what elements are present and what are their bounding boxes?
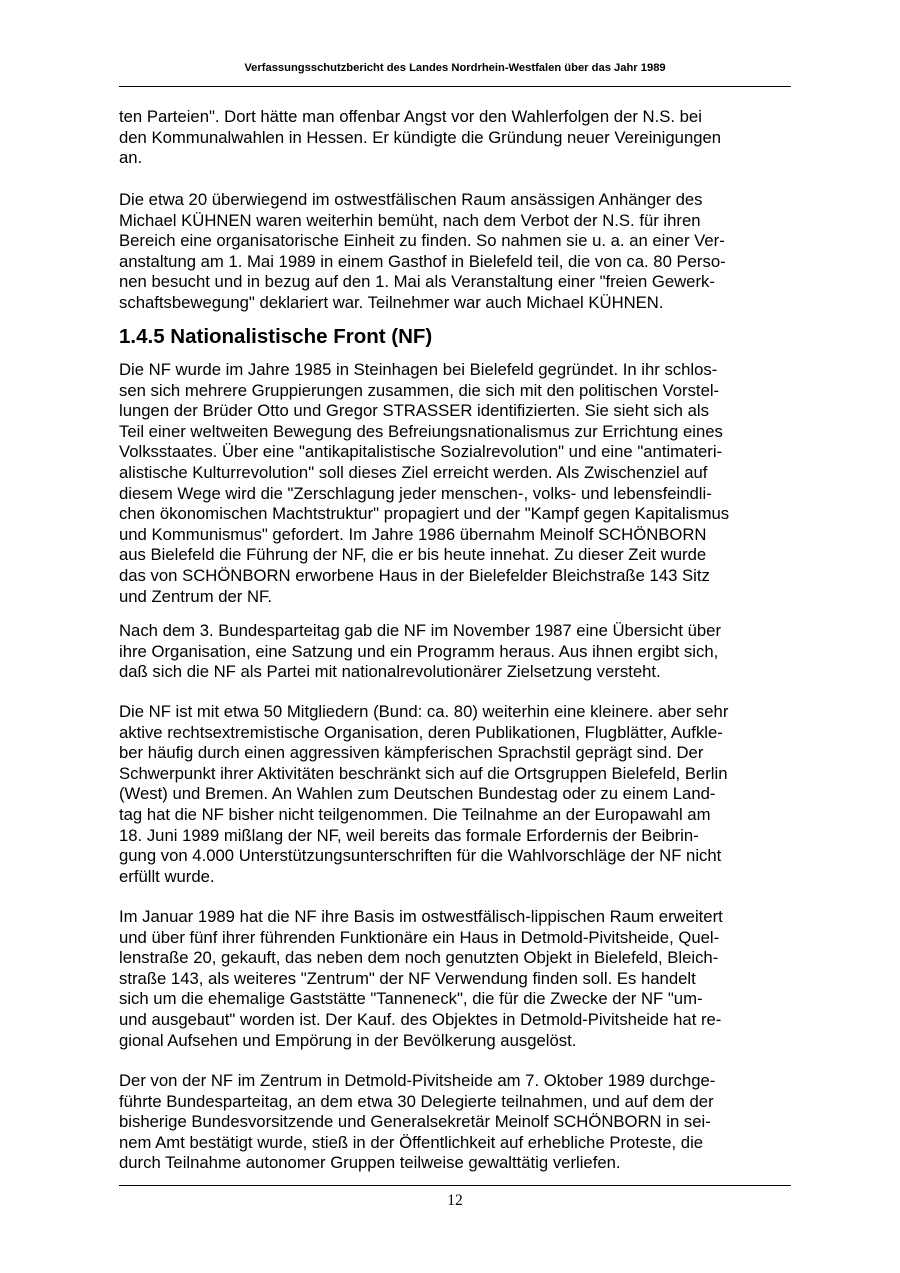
paragraph-kuehnen-supporters: Die etwa 20 überwiegend im ostwestfälischen Raum ansässigen Anhänger des Michael KÜHNEN waren weiterhin bemüht, nach dem Verbot der N.S. für ihren Bereich eine organisatorische Einheit zu finden. So nahmen sie u. a. an einer Ver- anstaltung am 1. Mai 1989 in einem Gasthof in Bielefeld teil, die von ca. 80 Perso- nen besucht und in bezug auf den 1. Mai als Veranstaltung einer "freien Gewerk- schaftsbewegung" deklariert war. Teilnehmer war auch Michael KÜHNEN.: [119, 190, 726, 312]
paragraph-nf-founding: Die NF wurde im Jahre 1985 in Steinhagen bei Bielefeld gegründet. In ihr schlos- sen sich mehrere Gruppierungen zusammen, die sich mit den politischen Vorstel- lungen der Brüder Otto und Gregor STRASSER identifizierten. Sie sieht sich als Teil einer weltweiten Bewegung des Befreiungsnationalismus zur Errichtung eines Volksstaates. Über eine "antikapitalistische Sozialrevolution" und eine "antimateri- alistische Kulturrevolution" soll dieses Ziel erreicht werden. Als Zwischenziel auf diesem Wege wird die "Zerschlagung jeder menschen-, volks- und lebensfeindli- chen ökonomischen Machtstruktur" propagiert und der "Kampf gegen Kapitalismus und Kommunismus" gefordert. Im Jahre 1986 übernahm Meinolf SCHÖNBORN aus Bielefeld die Führung der NF, die er bis heute innehat. Zu dieser Zeit wurde das von SCHÖNBORN erworbene Haus in der Bielefelder Bleichstraße 143 Sitz und Zentrum der NF.: [119, 360, 730, 606]
paragraph-nf-detmold-house: Im Januar 1989 hat die NF ihre Basis im ostwestfälisch-lippischen Raum erweitert und über fünf ihrer führenden Funktionäre ein Haus in Detmold-Pivitsheide, Quel- lenstraße 20, gekauft, das neben dem noch genutzten Objekt in Bielefeld, Bleich- straße 143, als weiteres "Zentrum" der NF Verwendung finden soll. Es handelt sich um die ehemalige Gaststätte "Tanneneck", die für die Zwecke der NF "um- und ausgebaut" worden ist. Der Kauf. des Objektes in Detmold-Pivitsheide hat re- gional Aufsehen und Empörung in der Bevölkerung ausgelöst.: [119, 907, 723, 1050]
paragraph-continuation: ten Parteien". Dort hätte man offenbar Angst vor den Wahlerfolgen der N.S. bei den Kommunalwahlen in Hessen. Er kündigte die Gründung neuer Vereinigungen an.: [119, 107, 722, 168]
paragraph-nf-program: Nach dem 3. Bundesparteitag gab die NF im November 1987 eine Übersicht über ihre Organisation, eine Satzung und ein Programm heraus. Aus ihnen ergibt sich, daß sich die NF als Partei mit nationalrevolutionärer Zielsetzung versteht.: [119, 621, 722, 682]
header-divider: [119, 86, 791, 87]
footer-divider: [119, 1185, 791, 1186]
page-header-title: Verfassungsschutzbericht des Landes Nordrhein-Westfalen über das Jahr 1989: [244, 62, 666, 74]
paragraph-nf-members: Die NF ist mit etwa 50 Mitgliedern (Bund: ca. 80) weiterhin eine kleinere. aber sehr aktive rechtsextremistische Organisation, deren Publikationen, Flugblätter, Aufkle- ber häufig durch einen aggressiven kämpferischen Sprachstil geprägt sind. Der Schwerpunkt ihrer Aktivitäten beschränkt sich auf die Ortsgruppen Bielefeld, Berlin (West) und Bremen. An Wahlen zum Deutschen Bundestag oder zu einem Land- tag hat die NF bisher nicht teilgenommen. Die Teilnahme an der Europawahl am 18. Juni 1989 mißlang der NF, weil bereits das formale Erfordernis der Beibrin- gung von 4.000 Unterstützungsunterschriften für die Wahlvorschläge der NF nicht erfüllt wurde.: [119, 702, 729, 886]
page-number: 12: [447, 1192, 463, 1209]
section-heading-nf: 1.4.5 Nationalistische Front (NF): [119, 325, 433, 348]
paragraph-nf-party-congress: Der von der NF im Zentrum in Detmold-Pivitsheide am 7. Oktober 1989 durchge- führte Bundesparteitag, an dem etwa 30 Delegierte teilnahmen, und auf dem der bisherige Bundesvorsitzende und Generalsekretär Meinolf SCHÖNBORN in sei- nem Amt bestätigt wurde, stieß in der Öffentlichkeit auf erhebliche Proteste, die durch Teilnahme autonomer Gruppen teilweise gewalttätig verliefen.: [119, 1071, 716, 1173]
